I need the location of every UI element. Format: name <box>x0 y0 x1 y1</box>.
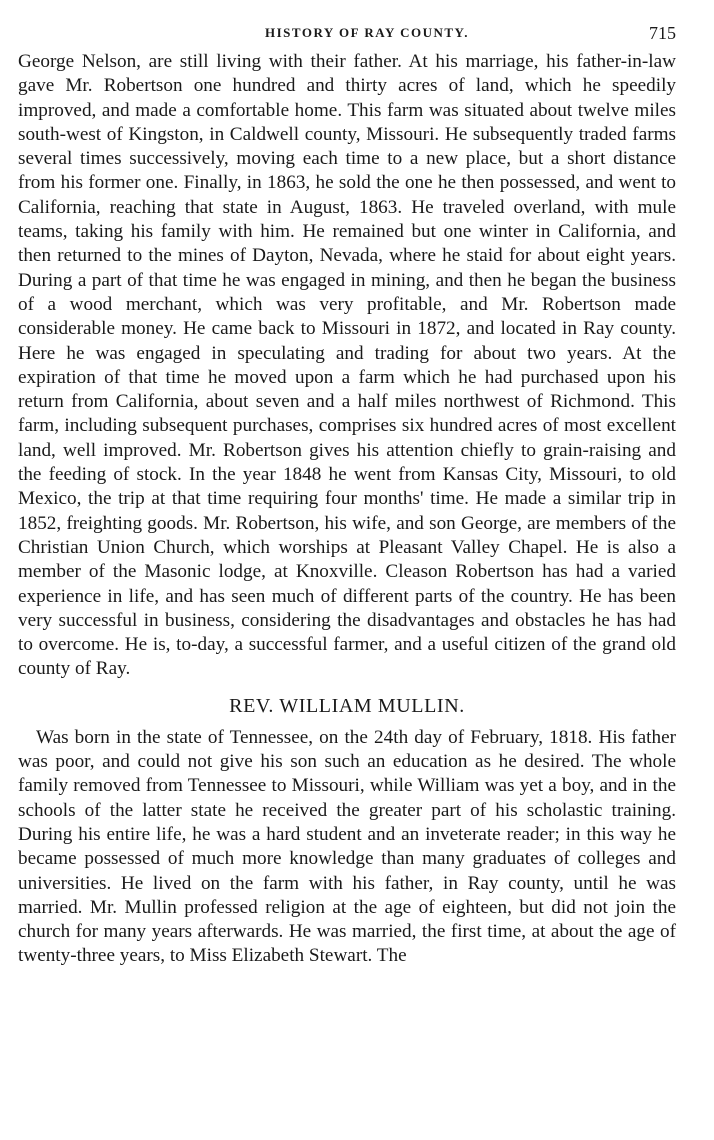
running-header <box>18 18 676 48</box>
body-paragraph-mullin: Was born in the state of Tennessee, on the 24th day of February, 1818. His father was poor, and could not give his son such an education as he desired. The whole family removed from Tennessee to Missouri, while William was yet a boy, and in the schools of the latter state he received the greater part of his scholastic training. During his entire life, he was a hard student and an inveterate reader; in this way he became possessed of much more knowledge than many graduates of colleges and universities. He lived on the farm with his father, in Ray county, until he was married. Mr. Mullin professed religion at the age of eighteen, but did not join the church for many years afterwards. He was married, the first time, at about the age of twenty-three years, to Miss Elizabeth Stewart. The <box>18 726 676 967</box>
book-page <box>18 18 676 969</box>
body-paragraph-robertson: George Nelson, are still living with their father. At his marriage, his father-in-law gave Mr. Robertson one hundred and thirty acres of land, which he speedily improved, and made a comfortable home. This farm was situated about twelve miles south-west of Kingston, in Caldwell county, Missouri. He subsequently traded farms several times successively, moving each time to a new place, but a short distance from his former one. Finally, in 1863, he sold the one he then possessed, and went to California, reaching that state in August, 1863. He traveled overland, with mule teams, taking his family with him. He remained but one winter in California, and then returned to the mines of Dayton, Nevada, where he staid for about eight years. During a part of that time he was engaged in mining, and then he began the business of a wood merchant, which was very profitable, and Mr. Robertson made considerable money. He came back to Missouri in 1872, and located in Ray county. Here he was engaged in speculating and trading for about two years. At the expiration of that time he moved upon a farm which he had purchased upon his return from California, about seven and a half miles northwest of Richmond. This farm, including subsequent purchases, comprises six hundred acres of most excellent land, well improved. Mr. Robertson gives his attention chiefly to grain-raising and the feeding of stock. In the year 1848 he went from Kansas City, Missouri, to old Mexico, the trip at that time requiring four months' time. He made a similar trip in 1852, freighting goods. Mr. Robertson, his wife, and son George, are members of the Christian Union Church, which worships at Pleasant Valley Chapel. He is also a member of the Masonic lodge, at Knoxville. Cleason Robertson has had a varied experience in life, and has seen much of different parts of the country. He has been very successful in business, considering the disadvantages and obstacles he has had to overcome. He is, to-day, a successful farmer, and a useful citizen of the grand old county of Ray. <box>18 51 676 680</box>
page-number: 715 <box>649 23 676 43</box>
section-heading: REV. WILLIAM MULLIN. <box>229 694 465 717</box>
running-title: HISTORY OF RAY COUNTY. <box>265 25 469 40</box>
